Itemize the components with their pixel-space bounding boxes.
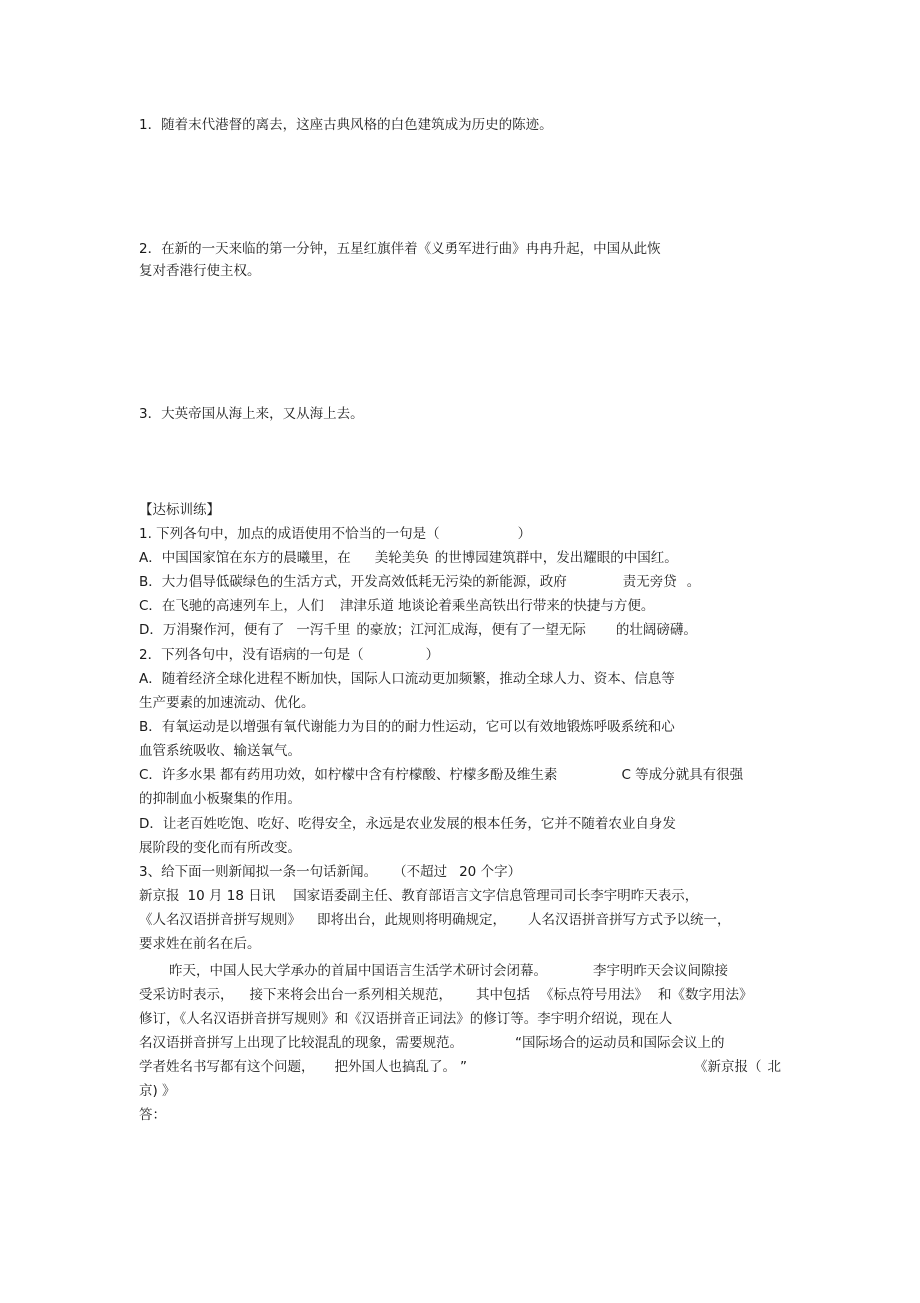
q3-p8-e: 北 [767,1059,781,1075]
q1-d-idiom: 一泻千里 [296,622,351,638]
q3-p1-c: 国家语委副主任、教育部语言文字信息管理司司长李宇明昨天表示， [293,888,699,904]
q3-news-line6: 修订，《人名汉语拼音拼写规则》和《汉语拼音正词法》的修订等。李宇明介绍说，现在人 [139,1011,673,1027]
q1-d-post: 的壮阔磅礴。 [615,622,697,638]
q3-p8-d: 《新京报（ [694,1059,762,1075]
q3-p4-b: 李宇明昨天会议间隙接 [593,963,728,979]
q3-p7-a: 名汉语拼音拼写上出现了比较混乱的现象，需要规范。 [139,1035,463,1051]
q1-stem-end: ） [517,526,532,542]
q1-c-post: 地谈论着乘坐高铁出行带来的快捷与方便。 [397,598,655,614]
q1-a-post: 的世博园建筑群中，发出耀眼的中国红。 [434,550,678,566]
q3-news-line7 [139,1034,725,1052]
q2-c-c: C 等成分就具有很强 [621,767,744,783]
q3-p5-a: 受采访时表示， [139,987,234,1003]
intro-q3: 3．大英帝国从海上来，又从海上去。 [139,406,364,422]
q1-option-a [139,549,678,567]
answer-label: 答： [139,1107,166,1123]
q2-c-line1 [139,766,743,784]
q2-c-line2: 的抑制血小板聚集的作用。 [139,791,301,807]
q3-p5-d: 《标点符号用法》 [540,987,648,1003]
q2-b-line2: 血管系统吸收、输送氧气。 [139,743,301,759]
q2-c-b: 都有药用功效，如柠檬中含有柠檬酸、柠檬多酚及维生素 [219,767,558,783]
q3-p2-a: 《人名汉语拼音拼写规则》 [139,912,301,928]
q1-d-pre: D．万涓聚作河，便有了 [139,622,285,638]
q1-b-pre: B．大力倡导低碳绿色的生活方式，开发高效低耗无污染的新能源，政府 [139,574,567,590]
q3-limit: （不超过 [393,864,448,880]
q2-stem-text: 2．下列各句中，没有语病的一句是（ [139,647,364,663]
q2-stem-end: ） [425,647,440,663]
q3-news-line4 [169,962,728,980]
q3-news-line1 [139,887,698,905]
q3-p4-a: 昨天，中国人民大学承办的首届中国语言生活学术研讨会闭幕。 [169,963,547,979]
q2-b-line1: B．有氧运动是以增强有氧代谢能力为目的的耐力性运动，它可以有效地锻炼呼吸系统和心 [139,719,675,735]
q2-a-line1: A．随着经济全球化进程不断加快，国际人口流动更加频繁，推动全球人力、资本、信息等 [139,671,675,687]
q2-stem [139,646,439,664]
intro-q2-line2: 复对香港行使主权。 [139,263,261,279]
q1-b-idiom: 责无旁贷 [622,574,677,590]
q1-stem [139,525,531,543]
q3-p7-b: “国际场合的运动员和国际会议上的 [515,1035,725,1051]
q3-stem-text: 3、给下面一则新闻拟一条一句话新闻。 [139,864,378,880]
intro-q2-line1: 2．在新的一天来临的第一分钟，五星红旗伴着《义勇军进行曲》冉冉升起，中国从此恢 [139,241,661,257]
q1-option-d [139,621,697,639]
q3-p5-e: 和《数字用法》 [658,987,753,1003]
q3-news-line2 [139,911,731,929]
q1-option-b [139,573,700,591]
q2-a-line2: 生产要素的加速流动、优化。 [139,695,315,711]
q1-d-mid: 的豪放；江河汇成海，便有了一望无际 [356,622,586,638]
q2-d-line2: 展阶段的变化而有所改变。 [139,840,301,856]
q3-p1-b: 10 月 18 日讯 [187,888,276,904]
q3-news-line3: 要求姓在前名在后。 [139,936,261,952]
q2-c-a: C．许多水果 [139,767,216,783]
q3-stem [139,863,521,881]
q1-c-pre: C．在飞驰的高速列车上，人们 [139,598,324,614]
q3-p1-a: 新京报 [139,888,180,904]
q3-p8-b: 把外国人也搞乱了。 [334,1059,456,1075]
q1-b-post: 。 [686,574,701,590]
q3-p5-c: 其中包括 [476,987,530,1003]
q3-news-line5 [139,986,753,1004]
q1-a-pre: A．中国国家馆在东方的晨曦里，在 [139,550,351,566]
q1-option-c [139,597,654,615]
q3-news-line8 [139,1058,781,1076]
q3-p5-b: 接下来将会出台一系列相关规范， [249,987,452,1003]
q3-news-line9: 京) 》 [139,1083,176,1099]
q1-stem-text: 1. 下列各句中，加点的成语使用不恰当的一句是（ [139,526,440,542]
intro-q1: 1．随着末代港督的离去，这座古典风格的白色建筑成为历史的陈迹。 [139,117,553,133]
q1-c-idiom: 津津乐道 [339,598,394,614]
q1-a-idiom: 美轮美奂 [374,550,429,566]
q3-p2-b: 即将出台，此规则将明确规定， [317,912,506,928]
q2-d-line1: D．让老百姓吃饱、吃好、吃得安全，永远是农业发展的根本任务，它并不随着农业自身发 [139,816,676,832]
section-title: 【达标训练】 [139,502,220,518]
q3-p8-a: 学者姓名书写都有这个问题， [139,1059,315,1075]
q3-p2-c: 人名汉语拼音拼写方式予以统一， [528,912,731,928]
q3-p8-c: ” [460,1059,467,1075]
q3-limit-num: 20 个字） [459,864,522,880]
